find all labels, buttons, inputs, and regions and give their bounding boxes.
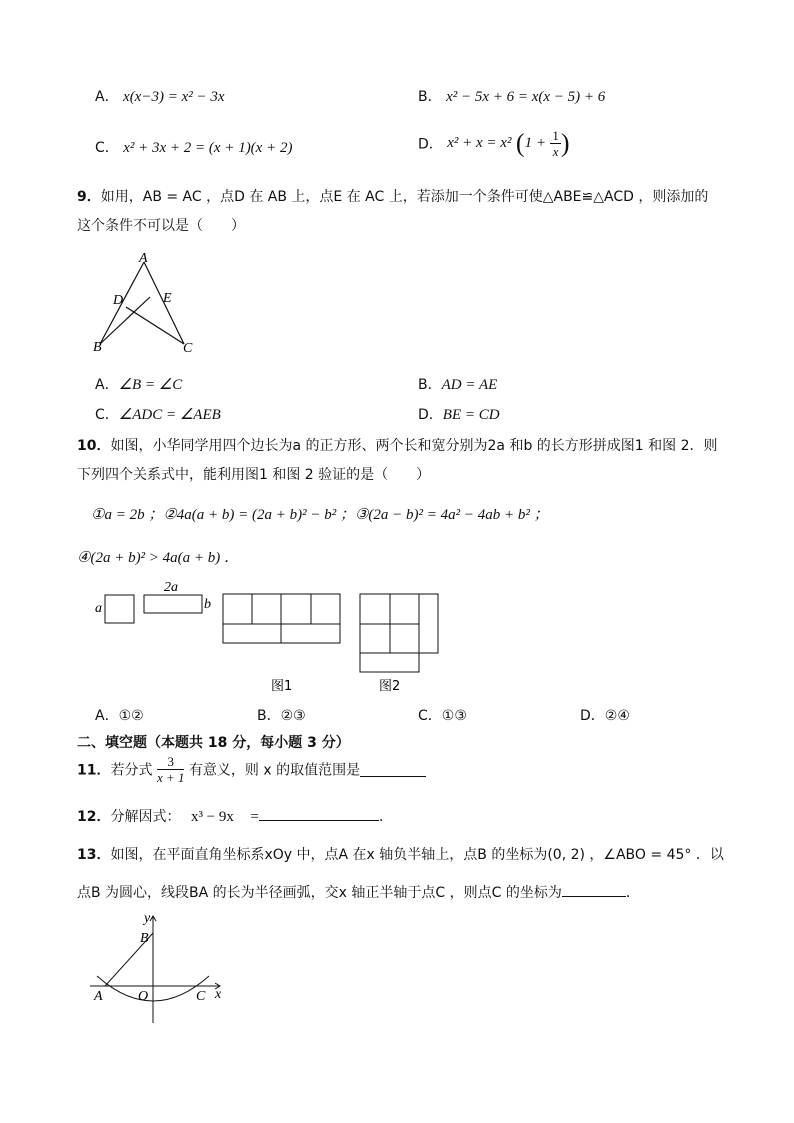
- label-a: A: [94, 989, 103, 1004]
- label-a: a: [95, 601, 102, 616]
- label-b: B: [140, 931, 149, 946]
- option-expression: x(x−3) = x² − 3x: [123, 89, 225, 105]
- option-expression: x² + x = x²: [447, 135, 512, 151]
- question-number: 11．: [77, 762, 111, 779]
- label-o: O: [138, 989, 149, 1004]
- option-letter: B．: [418, 89, 442, 105]
- q8-option-d: D． x² + x = x² (1 + $\frac{1}{x}$ ): [418, 128, 570, 159]
- q11: 11．若分式 $\frac{3}{x + 1}$ 有意义，则 x 的取值范围是: [77, 754, 426, 785]
- q9-triangle-figure: [88, 250, 203, 360]
- q10-stem-line2: 下列四个关系式中，能利用图1 和图 2 验证的是（ ）: [77, 467, 431, 483]
- q13-stem-line1: 13．如图，在平面直角坐标系xOy 中，点A 在x 轴负半轴上，点B 的坐标为(0, 2) ，∠ABO = 45° ．以: [77, 847, 724, 863]
- answer-blank[interactable]: [562, 882, 626, 897]
- label-c: C: [196, 989, 206, 1004]
- figure1-caption: 图1: [271, 679, 293, 694]
- q9-stem-line2: 这个条件不可以是（ ）: [77, 218, 245, 234]
- option-letter: A．: [95, 89, 119, 105]
- q10-stem-line1: 10．如图，小华同学用四个边长为a 的正方形、两个长和宽分别为2a 和b 的长方形拼成图1 和图 2．则: [77, 438, 718, 454]
- q12: 12．分解因式： x³ − 9x = .: [77, 806, 383, 826]
- q8-option-b: [418, 86, 605, 106]
- label-x: x: [215, 987, 222, 1002]
- q10-option-a: A．①②: [95, 708, 144, 724]
- q10-figures: [90, 580, 450, 695]
- label-c: C: [183, 341, 193, 356]
- q9-stem-line1: 9．如用，AB = AC ，点D 在 AB 上，点E 在 AC 上，若添加一个条件可使△ABE≌△ACD ，则添加的: [77, 189, 709, 205]
- option-letter: C．: [95, 140, 119, 156]
- label-2a: 2a: [164, 580, 178, 595]
- option-expression: x² − 5x + 6 = x(x − 5) + 6: [446, 89, 606, 105]
- q10-option-c: C．①③: [418, 708, 467, 724]
- label-d: D: [113, 293, 124, 308]
- answer-blank[interactable]: [259, 806, 379, 821]
- label-b: B: [93, 340, 102, 355]
- q10-relations-line2: ④(2a + b)² > 4a(a + b) ．: [77, 550, 240, 566]
- expression: x³ − 9x: [190, 809, 234, 825]
- q13-stem-line2: 点B 为圆心，线段BA 的长为半径画弧，交x 轴正半轴于点C ，则点C 的坐标为 ．: [77, 878, 640, 908]
- q9-option-b: B．AD = AE: [418, 377, 498, 393]
- q10-relations-line1: ①a = 2b ；②4a(a + b) = (2a + b)² − b² ；③(2a − b)² = 4a² − 4ab + b² ；: [91, 507, 549, 523]
- label-y: y: [144, 911, 151, 926]
- option-expression-part: 1 +: [524, 135, 546, 151]
- label-e: E: [163, 291, 172, 306]
- q9-option-a: A．∠B = ∠C: [95, 377, 183, 393]
- q13-coordinate-figure: [85, 908, 240, 1028]
- q10-option-b: B．②③: [257, 708, 306, 724]
- answer-blank[interactable]: [360, 762, 426, 777]
- q9-option-c: C．∠ADC = ∠AEB: [95, 407, 221, 423]
- label-b: b: [204, 597, 211, 612]
- question-number: 12．: [77, 809, 111, 825]
- label-a: A: [139, 251, 148, 266]
- q10-option-d: D．②④: [580, 708, 630, 724]
- q8-option-c: [95, 137, 292, 157]
- q8-option-a: [95, 86, 225, 106]
- fraction: $\frac{1}{x}$: [552, 128, 559, 159]
- section-title: 二、填空题（本题共 18 分，每小题 3 分）: [77, 735, 350, 751]
- option-letter: D．: [418, 136, 443, 153]
- fraction: $\frac{3}{x + 1}$: [156, 754, 185, 785]
- figure2-caption: 图2: [379, 679, 401, 694]
- option-expression: x² + 3x + 2 = (x + 1)(x + 2): [123, 140, 293, 156]
- q9-option-d: D．BE = CD: [418, 407, 500, 423]
